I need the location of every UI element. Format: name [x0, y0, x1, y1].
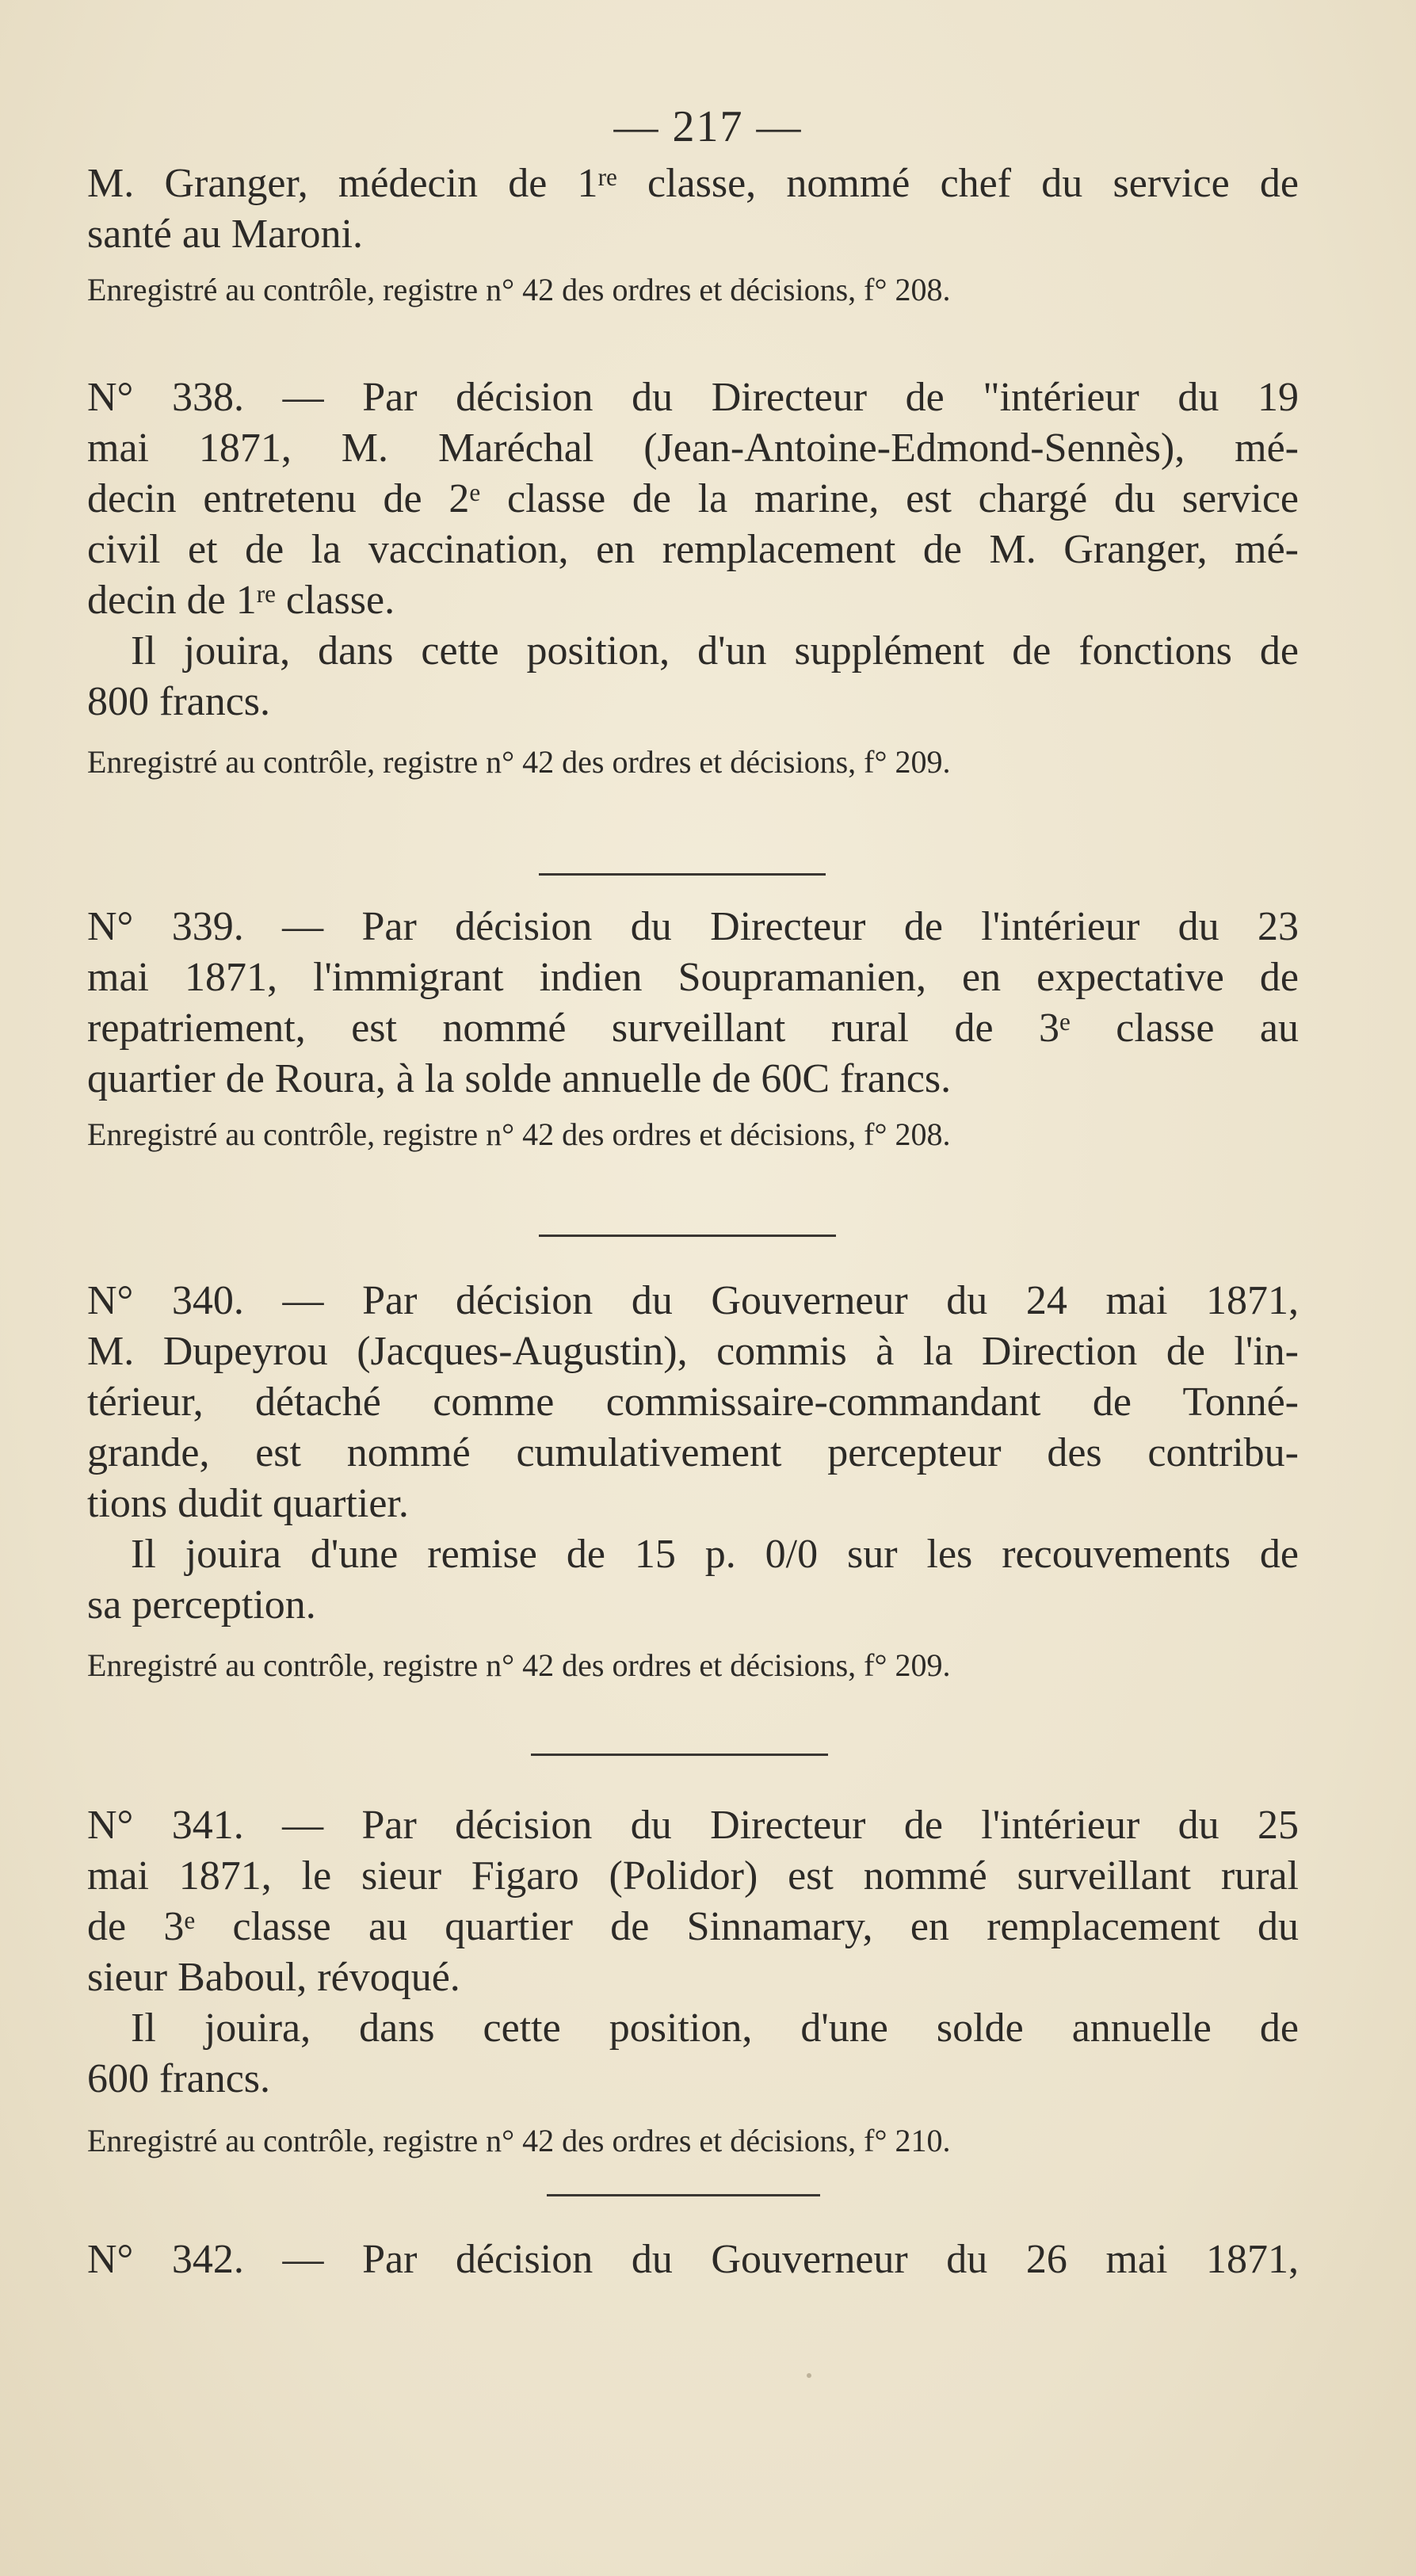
decision-340-line-3: térieur, détaché comme commissaire-commandant de Tonné-	[87, 1380, 1299, 1425]
decision-341-line-6: 600 francs.	[87, 2056, 271, 2101]
paper-speck	[807, 2373, 811, 2378]
decision-338-line-7: 800 francs.	[87, 679, 271, 724]
registration-note: Enregistré au contrôle, registre n° 42 des ordres et décisions, f° 209.	[87, 1647, 951, 1683]
decision-338-line-2: mai 1871, M. Maréchal (Jean-Antoine-Edmond-Sennès), mé-	[87, 426, 1299, 471]
decision-341-line-3: de 3e classe au quartier de Sinnamary, en remplacement du	[87, 1904, 1299, 1949]
decision-338-line-1: N° 338. — Par décision du Directeur de "intérieur du 19	[87, 375, 1299, 420]
granger-line-1: M. Granger, médecin de 1re classe, nommé chef du service de	[87, 161, 1299, 206]
decision-341-line-1: N° 341. — Par décision du Directeur de l'intérieur du 25	[87, 1803, 1299, 1848]
decision-341-line-5: Il jouira, dans cette position, d'une solde annuelle de	[131, 2005, 1299, 2051]
decision-338-line-4: civil et de la vaccination, en remplacement de M. Granger, mé-	[87, 527, 1299, 572]
granger-line-2: santé au Maroni.	[87, 212, 364, 257]
decision-341-line-2: mai 1871, le sieur Figaro (Polidor) est nommé surveillant rural	[87, 1853, 1299, 1899]
section-divider	[531, 1754, 828, 1756]
decision-338-line-3: decin entretenu de 2e classe de la marine, est chargé du service	[87, 476, 1299, 521]
decision-340-line-5: tions dudit quartier.	[87, 1481, 409, 1526]
decision-339-line-1: N° 339. — Par décision du Directeur de l'intérieur du 23	[87, 904, 1299, 949]
registration-note: Enregistré au contrôle, registre n° 42 des ordres et décisions, f° 208.	[87, 1116, 951, 1152]
decision-342-line-1: N° 342. — Par décision du Gouverneur du 26 mai 1871,	[87, 2237, 1299, 2282]
section-divider	[547, 2194, 820, 2196]
decision-339-line-2: mai 1871, l'immigrant indien Soupramanien, en expectative de	[87, 955, 1299, 1000]
decision-341-line-4: sieur Baboul, révoqué.	[87, 1955, 460, 2000]
section-divider	[539, 1235, 836, 1237]
registration-note: Enregistré au contrôle, registre n° 42 des ordres et décisions, f° 208.	[87, 272, 951, 307]
decision-338-line-6: Il jouira, dans cette position, d'un supplément de fonctions de	[131, 628, 1299, 674]
decision-339-line-3: repatriement, est nommé surveillant rural de 3e classe au	[87, 1006, 1299, 1051]
decision-339-line-4: quartier de Roura, à la solde annuelle de 60C francs.	[87, 1056, 952, 1101]
decision-340-line-4: grande, est nommé cumulativement percepteur des contribu-	[87, 1430, 1299, 1475]
section-divider	[539, 873, 826, 876]
page-number: — 217 —	[613, 102, 803, 151]
registration-note: Enregistré au contrôle, registre n° 42 des ordres et décisions, f° 209.	[87, 744, 951, 780]
decision-340-line-2: M. Dupeyrou (Jacques-Augustin), commis à la Direction de l'in-	[87, 1329, 1299, 1374]
registration-note: Enregistré au contrôle, registre n° 42 des ordres et décisions, f° 210.	[87, 2123, 951, 2158]
decision-340-line-1: N° 340. — Par décision du Gouverneur du 24 mai 1871,	[87, 1278, 1299, 1323]
decision-340-line-7: sa perception.	[87, 1582, 316, 1628]
decision-338-line-5: decin de 1re classe.	[87, 578, 395, 623]
decision-340-line-6: Il jouira d'une remise de 15 p. 0/0 sur les recouvements de	[131, 1532, 1299, 1577]
